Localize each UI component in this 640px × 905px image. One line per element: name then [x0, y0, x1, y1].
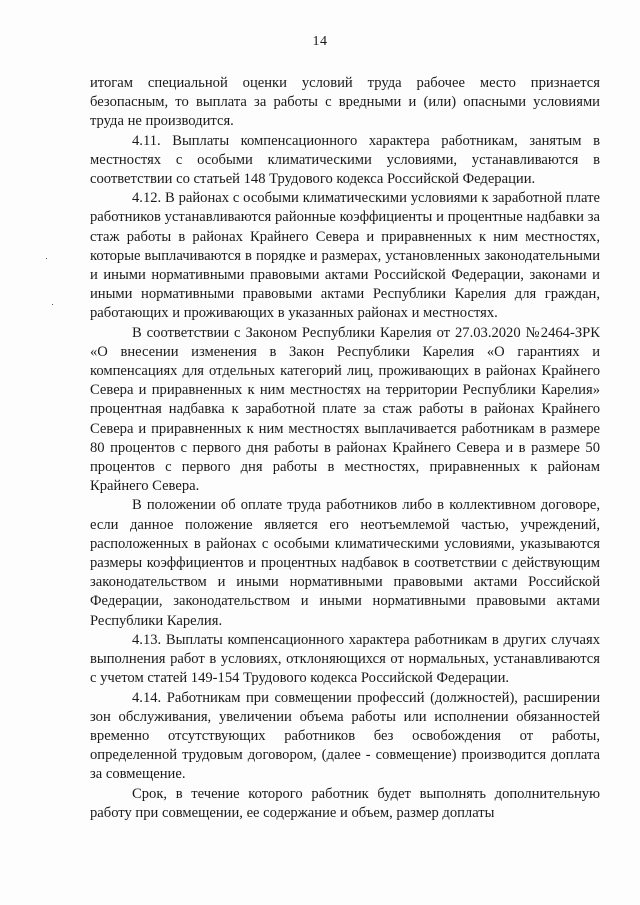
page-number: 14 — [312, 34, 328, 49]
paragraph-continuation: итогам специальной оценки условий труда рабочее место признается безопасным, то выплата за работы с вредными и (или) опасными условиями труда не производится. — [90, 75, 600, 130]
paragraph-pay-regulation: В положении об оплате труда работников либо в коллективном договоре, если данное положение является его неотъемлемой частью, учреждений, расположенных в районах с особыми климатическими условиями, указываются размеры коэффициентов и процентных надбавок в соответствии с действующим законодательством и иными нормативными правовыми актами Российской Федерации, законодательством и иными нормативными правовыми актами Республики Карелия. — [90, 497, 600, 629]
paragraph-4-12: 4.12. В районах с особыми климатическими условиями к заработной плате работников устанавливаются районные коэффициенты и процентные надбавки за стаж работы в районах Крайнего Севера и приравненных к ним местностях, которые выплачиваются в порядке и размерах, установленных законодательными и иными нормативными правовыми актами Российской Федерации, законами и иными нормативными правовыми актами Республики Карелия для граждан, работающих и проживающих в указанных районах и местностях. — [90, 190, 600, 322]
scan-speck — [46, 258, 47, 259]
document-body — [90, 74, 600, 823]
paragraph-4-14: 4.14. Работникам при совмещении профессий (должностей), расширении зон обслуживания, увеличении объема работы или исполнении обязанностей временно отсутствующих работников без освобождения от работы, определенной трудовым договором, (далее - совмещение) производится доплата за совмещение. — [90, 689, 600, 783]
scan-speck — [52, 304, 53, 305]
paragraph-law-reference: В соответствии с Законом Республики Карелия от 27.03.2020 №2464-ЗРК «О внесении изменения в Закон Республики Карелия «О гарантиях и компенсациях для отдельных категорий лиц, проживающих в районах Крайнего Севера и приравненных к ним местностях на территории Республики Карелия» процентная надбавка к заработной плате за стаж работы в районах Крайнего Севера и приравненных к ним местностях выплачивается работникам в размере 80 процентов с первого дня работы в районах Крайнего Севера и в размере 50 процентов с первого дня работы в местностях, приравненных к районам Крайнего Севера. — [90, 324, 600, 495]
paragraph-4-11: 4.11. Выплаты компенсационного характера работникам, занятым в местностях с особыми климатическими условиями, устанавливаются в соответствии со статьей 148 Трудового кодекса Российской Федерации. — [90, 132, 600, 188]
paragraph-duration: Срок, в течение которого работник будет выполнять дополнительную работу при совмещении, ее содержание и объем, размер доплаты — [90, 785, 600, 821]
paragraph-4-13: 4.13. Выплаты компенсационного характера работникам в других случаях выполнения работ в условиях, отклоняющихся от нормальных, устанавливаются с учетом статей 149-154 Трудового кодекса Российской Федерации. — [90, 631, 600, 687]
